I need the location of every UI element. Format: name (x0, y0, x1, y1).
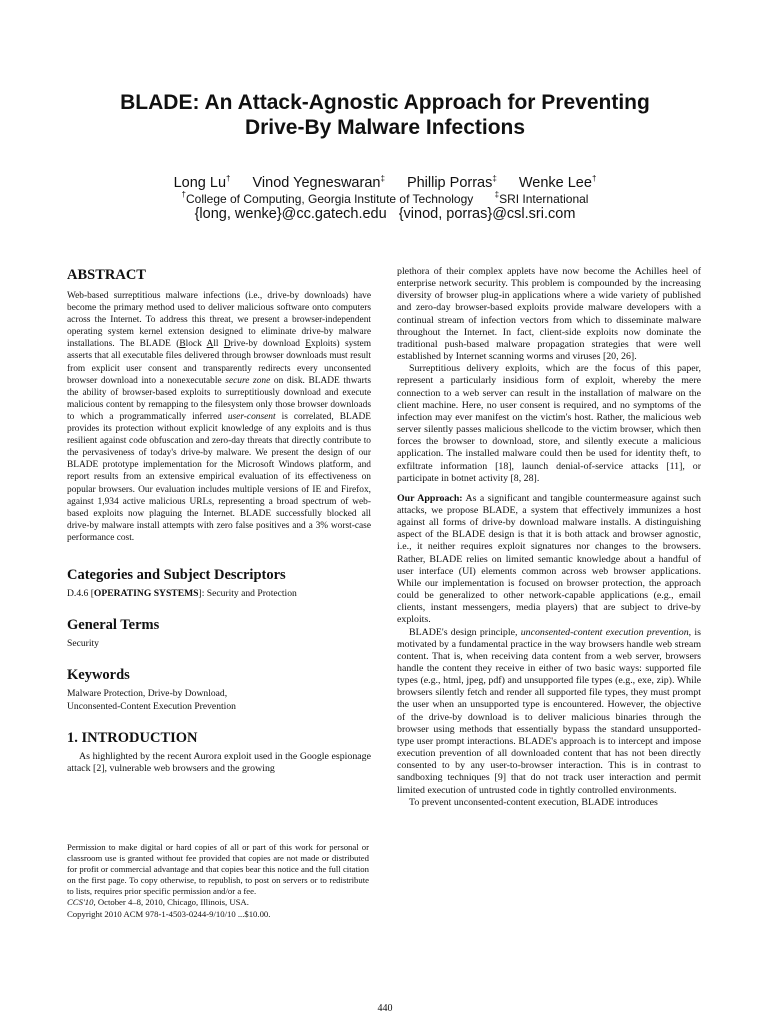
permission-notice (67, 842, 369, 920)
categories-text: D.4.6 [OPERATING SYSTEMS]: Security and Protection (67, 587, 297, 599)
email-list (60, 205, 710, 223)
keywords-text: Malware Protection, Drive-by Download, Unconsented-Content Execution Prevention (67, 688, 236, 712)
paragraph: Our Approach: As a significant and tangible countermeasure against such attacks, we propose BLADE, a system that effectively immunizes a host against all forms of drive-by download malware installs. A distinguishing aspect of the BLADE design is that it is both attack and browser agnostic, i.e., it neither requires exploit signatures nor changes to the browsers. Rather, BLADE relies on limited semantic knowledge about a handful of user interface (UI) elements common across web browser applications. While our implementation is focused on browser protection, the approach could be generalized to other network-capable applications (e.g., email clients, instant messengers, media players) that are subject to drive-by exploits. (397, 492, 701, 626)
author: Phillip Porras‡ (406, 174, 497, 191)
affiliation: ‡SRI International (494, 190, 589, 206)
author: Long Lu† (173, 174, 231, 191)
right-column (397, 266, 701, 809)
author: Vinod Yegneswaran‡ (252, 174, 385, 191)
keywords-heading: Keywords (67, 667, 130, 684)
paragraph: To prevent unconsented-content execution, BLADE introduces (409, 796, 658, 808)
permission-text: Permission to make digital or hard copies of all or part of this work for personal or classroom use is granted without fee provided that copies are not made or distributed for profit or commercial advantage and that copies bear this notice and the full citation on the first page. To copy otherwise, to republish, to post on servers or to redistribute to lists, requires prior specific permission and/or a fee. (67, 842, 369, 897)
copyright-line: Copyright 2010 ACM 978-1-4503-0244-9/10/10 ...$10.00. (67, 908, 271, 919)
email: {vinod, porras}@csl.sri.com (398, 206, 576, 222)
general-terms-heading: General Terms (67, 617, 160, 634)
conference-line: CCS'10, October 4–8, 2010, Chicago, Illinois, USA. (67, 897, 249, 908)
page-number: 440 (377, 1003, 393, 1014)
left-column (67, 266, 371, 775)
approach-heading: Our Approach: (397, 492, 463, 504)
paragraph: Surreptitious delivery exploits, which are the focus of this paper, represent a particularly insidious form of exploit, whereby the mere connection to a web server can result in the installation of malware on the client machine. Here, no user consent is required, and no symptoms of the infection may ever manifest on the victim's host. Rather, the malicious web server silently passes malicious shellcode to the victim browser, which then forces the browser to download, store, and silently execute a malicious application. The installed malware could then be used for identity theft, to exfiltrate information [18], launch denial-of-service attacks [11], or participate in botnet activity [8, 28]. (397, 363, 701, 484)
paper-title (60, 90, 710, 140)
affiliation: †College of Computing, Georgia Institute of Technology (181, 190, 474, 206)
title-line-1: BLADE: An Attack-Agnostic Approach for Preventing (120, 91, 650, 114)
paragraph: plethora of their complex applets have now become the Achilles heel of enterprise network security. This problem is compounded by the increasing diversity of browser plug-in applications where a wide variety of published and zero-day browser-based exploits provide malware developers with a continual stream of infection vectors from which to disseminate malware throughout the Internet. In fact, client-side exploits now dominate the traditional push-based malware propagation strategies that were well established by Internet scanning worms and viruses [20, 26]. (397, 266, 701, 363)
abstract-text: Web-based surreptitious malware infections (i.e., drive-by downloads) have become the primary method used to deliver malicious software onto computers across the Internet. To address this threat, we present a browser-independent operating system kernel extension designed to eliminate drive-by malware installations. The BLADE (Block All Drive-by download Exploits) system asserts that all executable files delivered through browser downloads must result from explicit user consent and transparently redirects every unconsented browser download into a nonexecutable secure zone on disk. BLADE thwarts the ability of browser-based exploits to surreptitiously download and execute malicious content by remapping to the filesystem only those browser downloads to which a programmatically inferred user-consent is correlated, BLADE provides its protection without explicit knowledge of any exploits and is thus resilient against code obfuscation and zero-day threats that directly contribute to the pervasiveness of today's drive-by malware. We present the design of our BLADE prototype implementation for the Microsoft Windows platform, and report results from an extensive empirical evaluation of its effectiveness on popular browsers. Our evaluation includes multiple versions of IE and Firefox, against 1,934 active malicious URLs, representing a broad spectrum of web-based exploits now plaguing the Internet. BLADE successfully blocked all drive-by malware install attempts with zero false positives and a 3% worst-case performance cost. (67, 291, 372, 543)
author-list (60, 174, 710, 192)
abstract-heading: ABSTRACT (67, 267, 146, 283)
introduction-heading: 1. INTRODUCTION (67, 729, 198, 746)
general-terms-text: Security (67, 638, 99, 650)
paragraph: BLADE's design principle, unconsented-content execution prevention, is motivated by a fundamental practice in the way browsers handle web stream content. That is, when receiving data content from a web server, browsers handle the content they receive in either of two basic ways: supported file types (e.g., html, jpeg, pdf) and unsupported file types (e.g., exe, zip). While browsers silently fetch and render all supported file types, they must prompt the user when an unsupported type is encountered. However, the objective of the drive-by download is to deliver malicious binaries through the browser using methods that essentially bypass the standard unsupported-type user prompt interactions. BLADE's approach is to intercept and impose execution prevention of all downloaded content that has not been directly consented to by any user-to-browser interaction. This is in contrast to sandboxing techniques [9] that do not track user interaction and permit limited execution of untrusted code in tightly controlled environments. (397, 626, 701, 796)
title-line-2: Drive-By Malware Infections (244, 116, 526, 139)
introduction-text: As highlighted by the recent Aurora exploit used in the Google espionage attack [2], vulnerable web browsers and the growing (67, 750, 371, 774)
email: {long, wenke}@cc.gatech.edu (194, 206, 387, 222)
author: Wenke Lee† (518, 174, 597, 191)
categories-heading: Categories and Subject Descriptors (67, 566, 286, 583)
